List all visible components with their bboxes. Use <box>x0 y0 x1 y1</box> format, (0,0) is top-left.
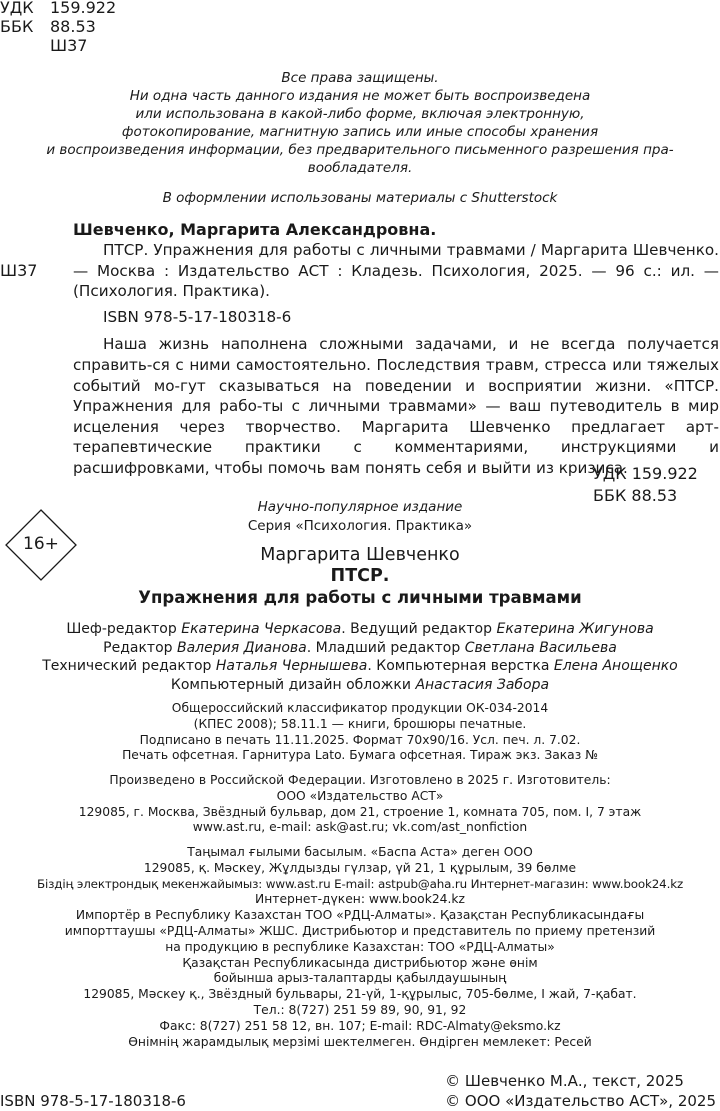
credits-line: Редактор Валерия Дианова. Младший редактор Светлана Васильева <box>103 639 617 656</box>
age-rating-badge <box>5 509 77 581</box>
shutterstock-note: В оформлении использованы материалы с Shutterstock <box>162 190 558 206</box>
bbk-value: 88.53 <box>50 17 96 36</box>
age-rating-label: 16+ <box>23 534 59 554</box>
kz-line: Қазақстан Республикасында дистрибьютор және өнім <box>182 955 538 970</box>
rights-line: Ни одна часть данного издания не может быть воспроизведена <box>129 88 591 104</box>
title-block <box>80 545 640 608</box>
rights-notice <box>0 69 720 177</box>
author-mark: Ш37 <box>50 36 88 55</box>
udk-line <box>0 0 116 17</box>
classification-block <box>0 0 116 55</box>
kz-line: Интернет-дүкен: www.book24.kz <box>255 892 465 907</box>
manufacturer-line: Произведено в Российской Федерации. Изготовлено в 2025 г. Изготовитель: <box>109 773 611 787</box>
copyright-line: © Шевченко М.А., текст, 2025 <box>445 1072 684 1090</box>
kz-line: 129085, қ. Мәскеу, Жұлдызды гүлзар, үй 21, 1 құрылым, 39 бөлме <box>143 860 577 875</box>
kz-line: на продукцию в республике Казахстан: ТОО «РДЦ-Алматы» <box>165 939 555 954</box>
bbk-right: ББК 88.53 <box>593 486 678 505</box>
kz-line: импорттаушы «РДЦ-Алматы» ЖШС. Дистрибьютор и представитель по приему претензий <box>64 923 656 938</box>
credits-line: Шеф-редактор Екатерина Черкасова. Ведущий редактор Екатерина Жигунова <box>66 621 654 637</box>
kz-line: Біздің электрондық мекенжайымыз: www.ast.ru E-mail: astpub@aha.ru Интернет-магазин: www.book24.kz <box>36 876 684 891</box>
bibliographic-record <box>73 220 719 479</box>
kz-line: бойынша арыз-талаптарды қабылдаушының <box>213 971 507 986</box>
manufacturer-line: ООО «Издательство АСТ» <box>276 788 444 803</box>
bbk-line <box>0 17 116 36</box>
credits-block <box>0 620 720 694</box>
edition-type: Научно-популярное издание <box>257 499 463 515</box>
credits-line: Компьютерный дизайн обложки Анастасия Забора <box>170 676 550 693</box>
rights-line: или использована в какой-либо форме, включая электронную, <box>135 106 585 122</box>
book-title: ПТСР. <box>330 566 390 586</box>
kazakhstan-info <box>0 845 720 1050</box>
bib-abstract: Наша жизнь наполнена сложными задачами, и не всегда получается справить-ся с ними самостоятельно. Последствия травм, стресса или тяжелых событий мо-гут сказываться на поведении и восприятии жизни. «ПТСР. Упражнения для рабо-ты с личными травмами» — ваш путеводитель в мир исцеления через творчество. Маргарита Шевченко предлагает арт-терапевтические практики с комментариями, инструкциями и расшифровками, чтобы помочь вам понять себя и выйти из кризиса. <box>73 335 719 477</box>
credits-line: Технический редактор Наталья Чернышева. Компьютерная верстка Елена Анощенко <box>42 658 678 674</box>
rights-line: и воспроизведения информации, без предварительного письменного разрешения пра- <box>46 142 674 158</box>
rights-line: вообладателя. <box>307 160 413 176</box>
copyright-line: © ООО «Издательство АСТ», 2025 <box>445 1092 716 1110</box>
rights-line: Все права защищены. <box>281 70 439 86</box>
kz-line: 129085, Мәскеу қ., Звёздный бульвары, 21-үй, 1-құрылыс, 705-бөлме, I жай, 7-қабат. <box>83 987 637 1002</box>
series: Серия «Психология. Практика» <box>247 518 473 534</box>
rights-line: фотокопирование, магнитную запись или иные способы хранения <box>121 124 599 140</box>
edition-block <box>80 498 640 536</box>
kz-line: Факс: 8(727) 251 58 12, вн. 107; E-mail: RDC-Almaty@eksmo.kz <box>159 1018 561 1033</box>
kz-line: Импортёр в Республику Казахстан ТОО «РДЦ-Алматы». Қазақстан Республикасындағы <box>75 908 645 923</box>
udk-value: 159.922 <box>50 0 117 17</box>
bib-description: ПТСР. Упражнения для работы с личными травмами / Маргарита Шевченко. — Москва : Издательство АСТ : Кладезь. Психология, 2025. — 96 с.: ил. — (Психология. Практика). <box>73 241 719 301</box>
bottom-isbn: ISBN 978-5-17-180318-6 <box>0 1092 186 1110</box>
tech-line: Печать офсетная. Гарнитура Lato. Бумага офсетная. Тираж экз. Заказ № <box>122 748 598 763</box>
bib-isbn: ISBN 978-5-17-180318-6 <box>103 307 292 326</box>
tech-line: Общероссийский классификатор продукции ОК-034-2014 <box>171 701 549 715</box>
bib-author: Шевченко, Маргарита Александровна. <box>73 220 437 239</box>
kz-line: Өнімнің жарамдылық мерзімі шектелмеген. Өндірген мемлекет: Ресей <box>128 1034 592 1049</box>
manufacturer-line: 129085, г. Москва, Звёздный бульвар, дом 21, строение 1, комната 705, пом. I, 7 этаж <box>78 804 642 819</box>
bbk-label: ББК <box>0 17 34 36</box>
technical-info <box>0 701 720 764</box>
manufacturer-info <box>0 773 720 836</box>
author-name: Маргарита Шевченко <box>260 545 460 565</box>
author-mark-line <box>0 36 116 55</box>
kz-line: Таңымал ғылыми басылым. «Баспа Аста» деген ООО <box>187 845 533 859</box>
udk-right: УДК 159.922 <box>593 464 698 483</box>
book-subtitle: Упражнения для работы с личными травмами <box>138 588 582 607</box>
udk-label: УДК <box>0 0 34 17</box>
side-author-mark: Ш37 <box>0 261 38 280</box>
tech-line: (КПЕС 2008); 58.11.1 — книги, брошюры печатные. <box>193 716 527 731</box>
kz-line: Тел.: 8(727) 251 59 89, 90, 91, 92 <box>253 1002 467 1017</box>
copyright-block <box>445 1071 716 1111</box>
manufacturer-line: www.ast.ru, e-mail: ask@ast.ru; vk.com/ast_nonfiction <box>192 820 528 835</box>
tech-line: Подписано в печать 11.11.2025. Формат 70x90/16. Усл. печ. л. 7.02. <box>139 732 581 747</box>
